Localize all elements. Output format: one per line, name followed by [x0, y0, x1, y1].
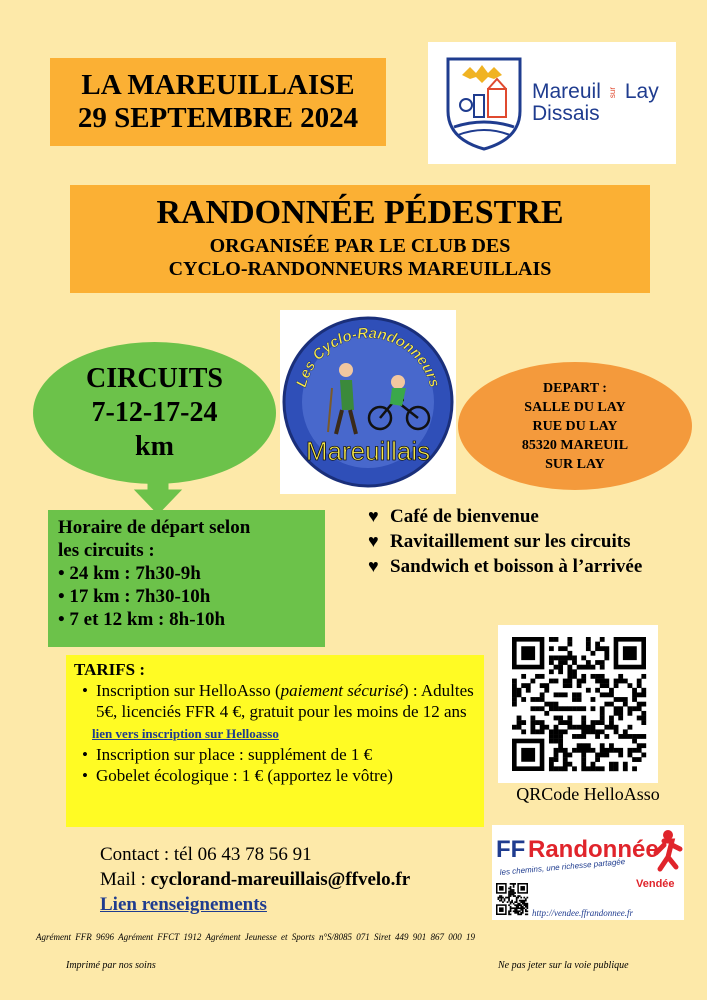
tarif-text: Inscription sur HelloAsso ( — [96, 681, 281, 700]
event-title-box — [50, 58, 386, 146]
amenity-item — [368, 554, 658, 579]
contact-block — [100, 842, 410, 917]
horaire-box — [48, 510, 325, 647]
amenity-text: Sandwich et boisson à l’arrivée — [390, 556, 643, 577]
contact-mail-label: Mail : — [100, 869, 151, 890]
tarif-text: Gobelet écologique : 1 € (apportez le vôtre) — [96, 766, 393, 785]
circuits-line1: CIRCUITS — [86, 363, 223, 394]
footer-printed: Imprimé par nos soins — [66, 960, 156, 971]
depart-line1: DEPART : — [543, 380, 607, 396]
municipal-name-a: Mareuil — [532, 80, 601, 103]
tarifs-heading: TARIFS : — [74, 660, 145, 679]
helloasso-link-row — [74, 722, 476, 744]
depart-ellipse — [458, 362, 692, 490]
club-arc-text: Les Cyclo-Randonneurs — [292, 324, 444, 390]
amenity-item — [368, 504, 658, 529]
tarif-text: Inscription sur place : supplément de 1 € — [96, 745, 373, 764]
ffr-url[interactable]: http://vendee.ffrandonnee.fr — [532, 908, 633, 918]
ffrandonnee-logo — [492, 825, 684, 920]
tarif-item: • Inscription sur place : supplément de 1 € — [82, 745, 373, 764]
down-arrow-icon — [133, 470, 183, 514]
tarif-text: ) : Adultes 5€, licenciés FFR 4 €, gratuit pour les moins de 12 ans — [96, 681, 474, 721]
event-date: 29 SEPTEMBRE 2024 — [77, 102, 359, 134]
club-logo-image — [280, 310, 456, 494]
municipal-name-line2: Dissais — [532, 102, 600, 125]
qr-caption: QRCode HelloAsso — [516, 784, 660, 804]
horaire-list — [58, 562, 315, 631]
heart-icon: ♥ — [368, 506, 379, 526]
circuits-line2: 7-12-17-24 — [91, 397, 218, 428]
depart-line4: 85320 MAREUIL — [521, 437, 629, 453]
helloasso-qr-code[interactable] — [498, 625, 658, 783]
amenities-list — [368, 504, 658, 579]
heart-icon: ♥ — [368, 531, 379, 551]
municipal-name-sur: sur — [607, 86, 617, 99]
amenity-text: Café de bienvenue — [390, 506, 539, 527]
rando-title: RANDONNÉE PÉDESTRE — [156, 194, 564, 231]
heart-icon: ♥ — [368, 556, 379, 576]
tarif-item: • Inscription sur HelloAsso (paiement sécurisé) : Adultes 5€, licenciés FFR 4 €, gratuit pour les moins de 12 ans — [82, 681, 474, 721]
tarifs-box — [66, 655, 484, 827]
ffr-qr-icon — [496, 883, 528, 915]
circuits-ellipse — [33, 342, 276, 484]
footer-notice: Ne pas jeter sur la voie publique — [498, 960, 629, 971]
contact-phone: Contact : tél 06 43 78 56 91 — [100, 844, 312, 865]
ffr-brand-rest: Randonnée — [528, 836, 659, 863]
amenity-item — [368, 529, 658, 554]
ffr-brand-ff: FF — [496, 836, 526, 863]
contact-mail-row — [100, 867, 410, 892]
event-name: LA MAREUILLAISE — [81, 69, 355, 101]
municipal-name-b: Lay — [624, 80, 659, 103]
rando-title-box — [70, 185, 650, 293]
horaire-item: • 17 km : 7h30-10h — [58, 585, 315, 608]
contact-mail[interactable]: cyclorand-mareuillais@ffvelo.fr — [150, 869, 411, 890]
depart-line5: SUR LAY — [545, 456, 605, 472]
ffr-tagline: les chemins, une richesse partagée — [499, 857, 626, 877]
club-logo — [280, 310, 456, 494]
rando-organizer-line1: ORGANISÉE PAR LE CLUB DES — [209, 235, 511, 257]
town-crest-icon — [444, 55, 524, 151]
horaire-heading-1: Horaire de départ selon — [58, 517, 251, 538]
qr-code-icon — [498, 625, 658, 783]
circuits-line3: km — [135, 431, 174, 462]
info-link[interactable]: Lien renseignements — [100, 894, 267, 915]
ffr-region: Vendée — [636, 878, 675, 890]
amenity-text: Ravitaillement sur les circuits — [390, 531, 631, 552]
depart-line2: SALLE DU LAY — [524, 399, 626, 415]
tarif-italic: paiement sécurisé — [280, 681, 403, 700]
horaire-item: • 7 et 12 km : 8h-10h — [58, 608, 315, 631]
rando-organizer-line2: CYCLO-RANDONNEURS MAREUILLAIS — [168, 258, 552, 280]
footer-agrements: Agrément FFR 9696 Agrément FFCT 1912 Agrément Jeunesse et Sports n°S/8085 071 Siret 449 901 867 000 19 — [36, 932, 475, 942]
horaire-item: • 24 km : 7h30-9h — [58, 562, 315, 585]
walker-icon — [656, 830, 680, 869]
helloasso-link[interactable]: lien vers inscription sur Helloasso — [92, 726, 279, 741]
tarif-item: • Gobelet écologique : 1 € (apportez le vôtre) — [82, 766, 393, 785]
club-name: Mareuillais — [305, 436, 431, 466]
ffrandonnee-logo-image — [492, 825, 684, 920]
municipal-logo — [428, 42, 676, 164]
depart-line3: RUE DU LAY — [532, 418, 618, 434]
horaire-heading-2: les circuits : — [58, 540, 155, 561]
municipal-name — [532, 81, 659, 125]
